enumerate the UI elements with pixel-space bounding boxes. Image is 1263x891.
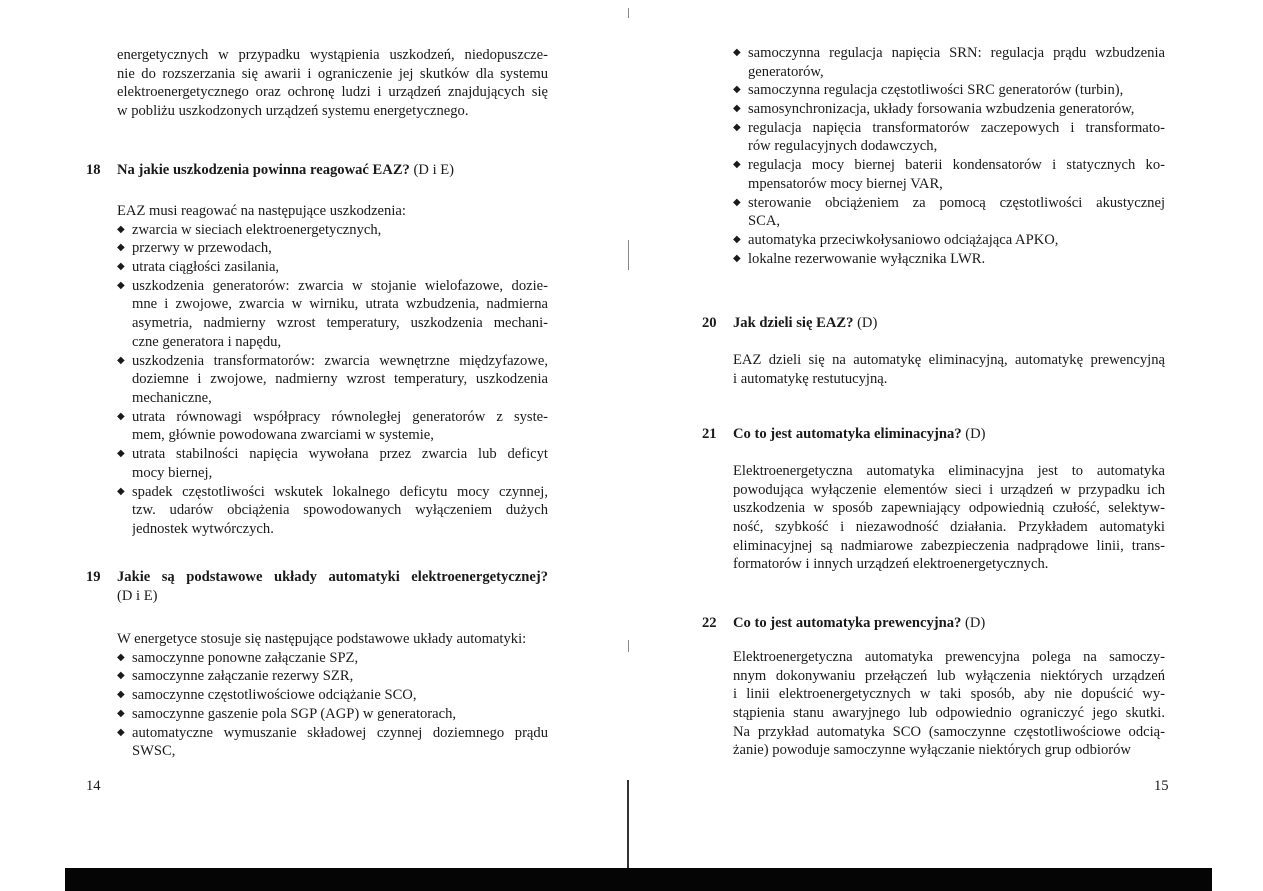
bullet-item [117,221,548,240]
text-line [733,351,1165,370]
text-line [733,555,1165,574]
text-line [733,667,1165,686]
paragraph [117,202,548,221]
right-page [632,0,1263,868]
line-text: samoczynne załączanie rezerwy SZR, [132,668,354,685]
text-line [132,724,548,743]
line-text: mne i zwojowe, zwarcia w wirniku, utrata wzbudzenia, nadmierna [132,296,548,313]
line-text: przerwy w przewodach, [132,240,272,257]
text-line [733,741,1165,760]
line-text: W energetyce stosuje się następujące podstawowe układy automatyki: [117,631,527,647]
text-line [132,221,548,240]
text-line [748,175,1165,194]
diamond-bullet-icon: ◆ [117,242,125,254]
paragraph [733,351,1165,388]
line-text: formatorów i innych urządzeń elektroenergetycznych. [733,556,1049,573]
line-text: zwarcia w sieciach elektroenergetycznych, [132,221,382,238]
line-text: regulacja napięcia transformatorów zaczepowych i transformato- [748,119,1165,136]
text-line [132,742,548,761]
bullet-item [117,352,548,408]
text-line [748,63,1165,82]
bullet-item [117,705,548,724]
diamond-bullet-icon: ◆ [117,726,125,738]
question-number: 18 [86,162,101,178]
line-text: regulacja mocy biernej baterii kondensatorów i statycznych ko- [748,157,1165,174]
text-line [748,231,1165,250]
text-line [132,445,548,464]
line-text: mem, głównie powodowana zwarciami w systemie, [132,427,434,444]
text-line [733,648,1165,667]
bullet-item [733,231,1165,250]
text-line [748,44,1165,63]
paragraph [117,46,548,121]
bullet-item [733,156,1165,193]
diamond-bullet-icon: ◆ [733,159,741,171]
text-line [748,81,1165,100]
text-line [117,83,548,102]
question-heading [86,161,548,180]
text-line [132,667,548,686]
text-line [132,464,548,483]
text-line [733,685,1165,704]
line-text: samoczynne gaszenie pola SGP (AGP) w generatorach, [132,705,457,722]
line-text: Co to jest automatyka eliminacyjna? [733,426,962,442]
text-line [132,426,548,445]
line-text: jednostek wytwórczych. [132,520,274,537]
line-text: samoczynne ponowne załączanie SPZ, [132,649,359,666]
line-text: Na jakie uszkodzenia powinna reagować EAZ? [117,162,410,178]
paragraph [733,648,1165,760]
line-text: Co to jest automatyka prewencyjna? [733,615,962,631]
text-line [748,100,1165,119]
paragraph [117,630,548,649]
line-text: SWSC, [132,743,176,760]
line-text: stąpienia stanu awaryjnego lub odpowiednio ograniczyć jego skutki. [733,705,1165,722]
line-text: ność, szybkość i niezawodność działania. Przykładem automatyki [733,519,1165,536]
text-line [733,518,1165,537]
line-text: mechaniczne, [132,389,212,406]
scan-artifact [628,640,629,652]
line-text: SCA, [748,213,781,230]
level-tag: (D i E) [413,162,455,178]
left-page [0,0,630,868]
line-text: sterowanie obciążeniem za pomocą częstotliwości akustycznej [748,194,1165,211]
scan-artifact [628,240,629,270]
question-number: 22 [702,615,717,631]
line-text: doziemne i zwojowe, nadmierny wzrost temperatury, uszkodzenia [132,371,548,388]
text-line [748,156,1165,175]
bullet-item [733,81,1165,100]
bullet-item [733,194,1165,231]
line-text: samoczynna regulacja częstotliwości SRC generatorów (turbin), [748,82,1124,99]
text-line [733,723,1165,742]
text-line [132,705,548,724]
diamond-bullet-icon: ◆ [733,103,741,115]
text-line [748,250,1165,269]
line-text: generatorów, [748,63,824,80]
line-text: samoczynna regulacja napięcia SRN: regulacja prądu wzbudzenia [748,45,1165,61]
bullet-item [117,239,548,258]
diamond-bullet-icon: ◆ [733,47,741,58]
diamond-bullet-icon: ◆ [117,448,125,460]
bullet-item [117,277,548,352]
line-text: Elektroenergetyczna automatyka prewencyjna polega na samoczy- [733,649,1165,665]
text-line [132,520,548,539]
diamond-bullet-icon: ◆ [733,252,741,264]
text-line [132,295,548,314]
question-heading [86,568,548,605]
text-line [733,425,1165,444]
text-line [132,483,548,502]
level-tag: (D) [965,426,986,442]
diamond-bullet-icon: ◆ [733,234,741,245]
text-line [132,370,548,389]
text-line [132,389,548,408]
line-text: utrata równowagi współpracy równoległej generatorów z syste- [132,408,548,425]
text-line [132,333,548,352]
line-text: nie do rozszerzania się awarii i ograniczenie jej skutków dla systemu [117,65,548,82]
diamond-bullet-icon: ◆ [117,279,125,291]
text-line [117,161,548,180]
bullet-item [733,250,1165,269]
text-line [733,704,1165,723]
line-text: automatyka przeciwkołysaniowo odciążająca APKO, [748,232,1059,248]
line-text: utrata ciągłości zasilania, [132,259,280,276]
text-line [117,65,548,84]
diamond-bullet-icon: ◆ [117,223,125,235]
bullet-item [733,100,1165,119]
bullet-item [117,667,548,686]
line-text: samosynchronizacja, układy forsowania wzbudzenia generatorów, [748,101,1135,118]
line-text: elektroenergetycznego oraz ochronę ludzi i urządzeń znajdujących się [117,84,548,101]
diamond-bullet-icon: ◆ [117,651,125,663]
line-text: nnym dokonywaniu przełączeń lub wyłączenia niektórych urządzeń [733,667,1165,684]
line-text: lokalne rezerwowanie wyłącznika LWR. [748,250,986,267]
page-number: 15 [1154,778,1169,794]
bullet-item [733,44,1165,81]
text-line [733,462,1165,481]
question-number: 20 [702,315,717,331]
level-tag: (D) [965,615,986,631]
line-text: żanie) powoduje samoczynne wyłączanie niektórych grup odbiorów [733,742,1131,759]
text-line [733,499,1165,518]
line-text: energetycznych w przypadku wystąpienia uszkodzeń, niedopuszcze- [117,47,548,63]
text-line [132,277,548,296]
diamond-bullet-icon: ◆ [117,670,125,682]
line-text: mpensatorów mocy biernej VAR, [748,175,943,192]
line-text: uszkodzenia w sposób zapewniający odpowiednią czułość, selektyw- [733,500,1165,517]
text-line [748,194,1165,213]
text-line [117,630,548,649]
text-line [117,46,548,65]
question-heading [702,425,1165,444]
line-text: rów regulacyjnych dodawczych, [748,138,938,155]
diamond-bullet-icon: ◆ [117,410,125,422]
bullet-item [117,483,548,539]
bullet-item [117,258,548,277]
line-text: utrata stabilności napięcia wywołana przez zwarcia lub deficyt [132,446,548,463]
text-line [748,137,1165,156]
text-line [132,258,548,277]
line-text: EAZ dzieli się na automatykę eliminacyjną, automatykę prewencyjną [733,352,1165,368]
bullet-item [117,408,548,445]
text-line [132,408,548,427]
line-text: uszkodzenia generatorów: zwarcia w stojanie wielofazowe, dozie- [132,277,548,294]
level-tag: (D) [857,315,878,331]
line-text: uszkodzenia transformatorów: zwarcia wewnętrzne międzyfazowe, [132,352,548,369]
line-text: Jakie są podstawowe układy automatyki elektroenergetycznej? [117,569,548,585]
text-line [733,370,1165,389]
question-heading [702,314,1165,333]
diamond-bullet-icon: ◆ [117,689,125,701]
line-text: Na przykład automatyka SCO (samoczynne częstotliwościowe odcią- [733,723,1165,740]
line-text: i linii elektroenergetycznych w taki sposób, aby nie dopuścić wy- [733,686,1165,703]
line-text: Jak dzieli się EAZ? [733,315,854,331]
line-text: Elektroenergetyczna automatyka eliminacyjna jest to automatyka [733,463,1165,479]
text-line [733,537,1165,556]
text-line [117,102,548,121]
text-line [117,202,548,221]
line-text: i automatykę restutucyjną. [733,370,888,387]
line-text: tzw. udarów obciążenia spowodowanych wyłączeniem dużych [132,502,548,519]
text-line [132,649,548,668]
book-gutter-line [627,780,629,868]
text-line [132,686,548,705]
line-text: w pobliżu uszkodzonych urządzeń systemu energetycznego. [117,103,469,120]
bullet-item [117,686,548,705]
text-line [117,587,548,606]
line-text: czne generatora i napędu, [132,333,282,350]
line-text: eliminacyjnej są nadmiarowe zabezpieczenia nadprądowe linii, trans- [733,537,1165,554]
bullet-item [117,445,548,482]
text-line [132,239,548,258]
line-text: asymetria, nadmierny wzrost temperatury, uszkodzenia mechani- [132,315,548,332]
line-text: spadek częstotliwości wskutek lokalnego deficytu mocy czynnej, [132,483,548,500]
text-line [748,119,1165,138]
diamond-bullet-icon: ◆ [733,121,741,133]
text-line [748,212,1165,231]
diamond-bullet-icon: ◆ [117,261,125,273]
text-line [132,352,548,371]
text-line [132,314,548,333]
text-line [132,501,548,520]
bullet-item [117,724,548,761]
question-number: 19 [86,569,101,585]
text-line [117,568,548,587]
scan-artifact [628,8,629,18]
paragraph [733,462,1165,574]
diamond-bullet-icon: ◆ [733,84,741,96]
bullet-item [117,649,548,668]
line-text: automatyczne wymuszanie składowej czynnej doziemnego prądu [132,724,548,741]
diamond-bullet-icon: ◆ [117,485,125,497]
scan-bottom-edge [65,868,1212,891]
question-number: 21 [702,426,717,442]
question-heading [702,614,1165,633]
line-text: samoczynne częstotliwościowe odciążanie SCO, [132,687,417,704]
text-line [733,481,1165,500]
level-tag: (D i E) [117,587,158,604]
line-text: mocy biernej, [132,464,213,481]
line-text: powodująca wyłączenie elementów sieci i urządzeń w przypadku ich [733,481,1165,498]
bullet-item [733,119,1165,156]
diamond-bullet-icon: ◆ [117,707,125,719]
diamond-bullet-icon: ◆ [117,354,125,366]
line-text: EAZ musi reagować na następujące uszkodzenia: [117,203,406,219]
text-line [733,314,1165,333]
page-number: 14 [86,778,101,794]
diamond-bullet-icon: ◆ [733,196,741,208]
text-line [733,614,1165,633]
